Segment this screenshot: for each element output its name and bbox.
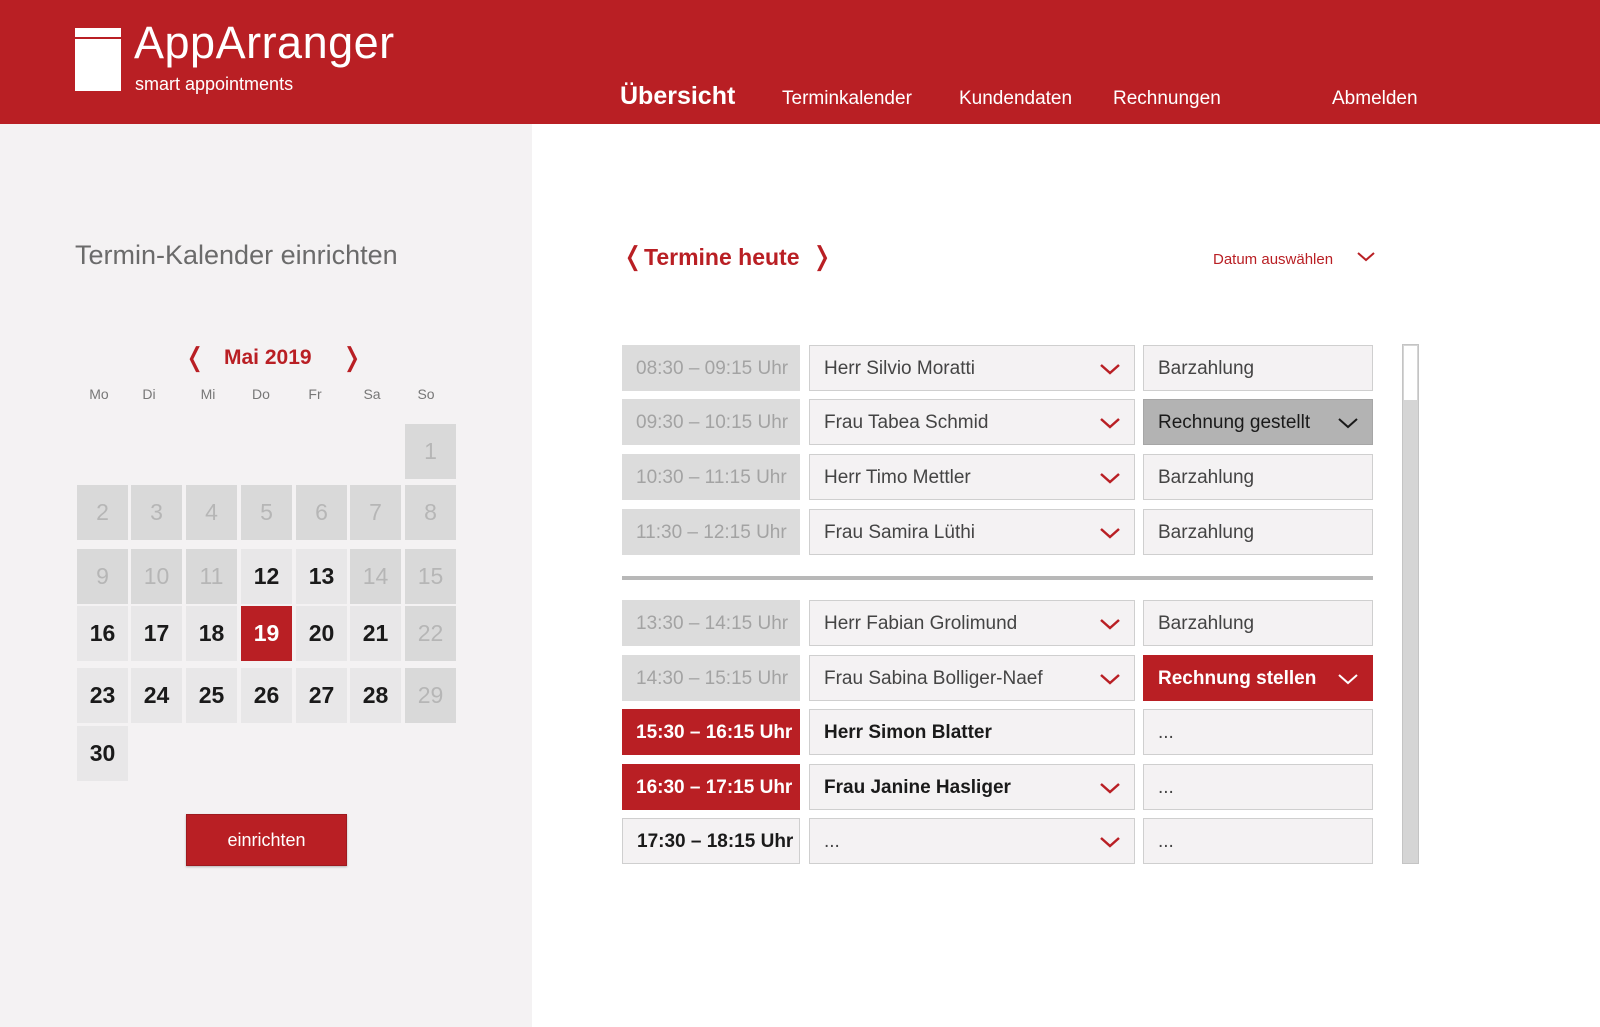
chevron-down-icon[interactable] xyxy=(1100,619,1120,630)
calendar-day[interactable]: 21 xyxy=(350,606,401,661)
calendar-day[interactable]: 8 xyxy=(405,485,456,540)
calendar-day[interactable]: 28 xyxy=(350,668,401,723)
customer-name: Herr Silvio Moratti xyxy=(824,357,975,379)
calendar-day[interactable]: 18 xyxy=(186,606,237,661)
date-select-dropdown[interactable]: Datum auswählen xyxy=(1213,251,1334,268)
appointments-next-icon[interactable]: ❭ xyxy=(811,241,833,271)
calendar-day[interactable]: 2 xyxy=(77,485,128,540)
customer-select[interactable] xyxy=(809,600,1135,646)
calendar-day[interactable]: 11 xyxy=(186,549,237,604)
appointment-time: 11:30 – 12:15 Uhr xyxy=(622,509,800,555)
payment-status: Barzahlung xyxy=(1143,509,1373,555)
appointment-time: 14:30 – 15:15 Uhr xyxy=(622,655,800,701)
customer-select[interactable] xyxy=(809,818,1135,864)
calendar-day[interactable]: 23 xyxy=(77,668,128,723)
lunch-break-divider xyxy=(622,576,1373,580)
payment-label: Rechnung stellen xyxy=(1158,667,1317,689)
nav-overview[interactable]: Übersicht xyxy=(620,82,736,110)
customer-name: Herr Timo Mettler xyxy=(824,466,971,488)
appointments-prev-icon[interactable]: ❬ xyxy=(622,241,644,271)
calendar-day[interactable]: 24 xyxy=(131,668,182,723)
weekday-so: So xyxy=(417,386,435,402)
weekday-fr: Fr xyxy=(308,386,322,402)
customer-select[interactable] xyxy=(809,509,1135,555)
calendar-day[interactable]: 15 xyxy=(405,549,456,604)
scrollbar-thumb[interactable] xyxy=(1404,346,1417,400)
appointment-time: 09:30 – 10:15 Uhr xyxy=(622,399,800,445)
customer-select[interactable] xyxy=(809,655,1135,701)
chevron-down-icon[interactable] xyxy=(1100,528,1120,539)
calendar-day[interactable]: 12 xyxy=(241,549,292,604)
customer-select[interactable] xyxy=(809,345,1135,391)
logo-subtitle: smart appointments xyxy=(135,74,294,94)
appointments-title: Termine heute xyxy=(644,244,800,270)
calendar-day[interactable]: 1 xyxy=(405,424,456,479)
setup-calendar-button[interactable]: einrichten xyxy=(186,814,347,866)
chevron-down-icon[interactable] xyxy=(1357,252,1375,262)
calendar-day[interactable]: 3 xyxy=(131,485,182,540)
customer-name: Frau Samira Lüthi xyxy=(824,521,976,543)
customer-name-field[interactable] xyxy=(809,709,1135,755)
calendar-day[interactable]: 27 xyxy=(296,668,347,723)
chevron-down-icon[interactable] xyxy=(1100,674,1120,685)
customer-name: Frau Janine Hasliger xyxy=(824,776,1011,798)
nav-calendar[interactable]: Terminkalender xyxy=(782,88,912,109)
appointment-time-current: 16:30 – 17:15 Uhr xyxy=(622,764,800,810)
appointments-scrollbar[interactable] xyxy=(1402,344,1419,864)
chevron-down-icon[interactable] xyxy=(1100,837,1120,848)
calendar-day[interactable]: 9 xyxy=(77,549,128,604)
payment-status: Barzahlung xyxy=(1143,454,1373,500)
calendar-setup-title: Termin-Kalender einrichten xyxy=(75,240,398,270)
nav-logout[interactable]: Abmelden xyxy=(1332,88,1418,109)
customer-select[interactable] xyxy=(809,454,1135,500)
chevron-down-icon[interactable] xyxy=(1100,418,1120,429)
customer-name: ... xyxy=(824,830,840,852)
calendar-day[interactable]: 20 xyxy=(296,606,347,661)
logo-title: AppArranger xyxy=(134,17,395,68)
calendar-day[interactable]: 26 xyxy=(241,668,292,723)
calendar-day[interactable]: 22 xyxy=(405,606,456,661)
chevron-down-icon[interactable] xyxy=(1100,473,1120,484)
nav-invoices[interactable]: Rechnungen xyxy=(1113,88,1221,109)
customer-name: Frau Sabina Bolliger-Naef xyxy=(824,667,1043,689)
calendar-day[interactable]: 14 xyxy=(350,549,401,604)
calendar-day[interactable]: 6 xyxy=(296,485,347,540)
customer-name: Herr Simon Blatter xyxy=(824,721,992,743)
weekday-mo: Mo xyxy=(89,386,109,402)
calendar-day[interactable]: 5 xyxy=(241,485,292,540)
calendar-day[interactable]: 13 xyxy=(296,549,347,604)
weekday-sa: Sa xyxy=(363,386,381,402)
appointment-time: 08:30 – 09:15 Uhr xyxy=(622,345,800,391)
month-prev-icon[interactable]: ❬ xyxy=(184,342,206,372)
calendar-day[interactable]: 29 xyxy=(405,668,456,723)
chevron-down-icon[interactable] xyxy=(1338,418,1358,429)
payment-status[interactable]: ... xyxy=(1143,709,1373,755)
calendar-day[interactable]: 16 xyxy=(77,606,128,661)
month-next-icon[interactable]: ❭ xyxy=(341,342,363,372)
appointment-time: 17:30 – 18:15 Uhr xyxy=(622,818,800,864)
calendar-day[interactable]: 30 xyxy=(77,726,128,781)
calendar-day-selected[interactable]: 19 xyxy=(241,606,292,661)
logo-icon xyxy=(75,28,121,91)
calendar-day[interactable]: 4 xyxy=(186,485,237,540)
customer-name: Frau Tabea Schmid xyxy=(824,411,989,433)
payment-status-select[interactable] xyxy=(1143,399,1373,445)
payment-status[interactable]: ... xyxy=(1143,818,1373,864)
weekday-di: Di xyxy=(142,386,156,402)
chevron-down-icon[interactable] xyxy=(1100,364,1120,375)
chevron-down-icon[interactable] xyxy=(1100,783,1120,794)
customer-select[interactable] xyxy=(809,399,1135,445)
chevron-down-icon[interactable] xyxy=(1338,674,1358,685)
create-invoice-select[interactable] xyxy=(1143,655,1373,701)
appointment-time-current: 15:30 – 16:15 Uhr xyxy=(622,709,800,755)
month-label: Mai 2019 xyxy=(224,346,312,369)
payment-status: Barzahlung xyxy=(1143,345,1373,391)
payment-label: Rechnung gestellt xyxy=(1158,411,1311,433)
payment-status: Barzahlung xyxy=(1143,600,1373,646)
calendar-day[interactable]: 7 xyxy=(350,485,401,540)
customer-select[interactable] xyxy=(809,764,1135,810)
calendar-day[interactable]: 17 xyxy=(131,606,182,661)
top-header xyxy=(0,0,1600,124)
payment-status[interactable]: ... xyxy=(1143,764,1373,810)
calendar-day[interactable]: 25 xyxy=(186,668,237,723)
weekday-do: Do xyxy=(252,386,270,402)
customer-name: Herr Fabian Grolimund xyxy=(824,612,1018,634)
nav-customers[interactable]: Kundendaten xyxy=(959,88,1073,109)
weekday-mi: Mi xyxy=(200,386,216,402)
appointment-time: 13:30 – 14:15 Uhr xyxy=(622,600,800,646)
appointment-time: 10:30 – 11:15 Uhr xyxy=(622,454,800,500)
calendar-day[interactable]: 10 xyxy=(131,549,182,604)
